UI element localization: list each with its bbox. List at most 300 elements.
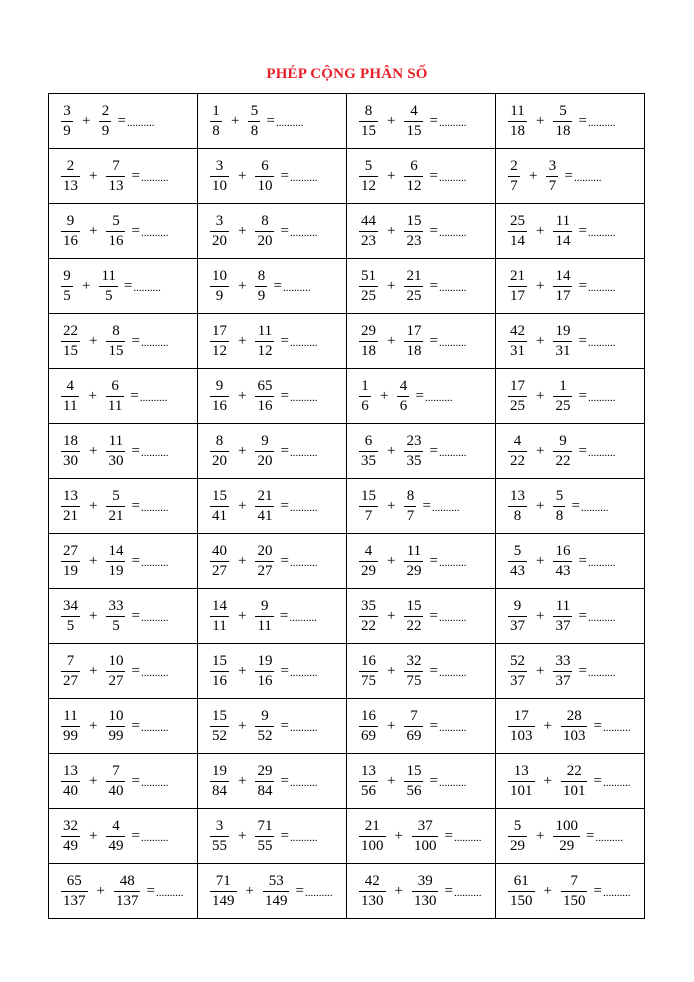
fraction-addition (347, 269, 495, 304)
answer-blank[interactable]: .......... (438, 117, 467, 129)
equals-sign: = (422, 497, 431, 514)
denominator: 9 (210, 286, 229, 304)
answer-blank[interactable]: .......... (140, 172, 169, 184)
second-fraction (553, 269, 572, 304)
second-fraction (255, 544, 274, 579)
first-fraction (61, 269, 73, 304)
answer-blank[interactable]: .......... (595, 832, 623, 844)
plus-sign: + (387, 772, 396, 789)
answer-blank[interactable]: .......... (573, 172, 602, 184)
fraction-addition (347, 709, 495, 744)
second-fraction (553, 489, 565, 524)
plus-sign: + (89, 442, 98, 459)
numerator: 9 (63, 267, 71, 284)
numerator: 71 (215, 872, 231, 889)
equals-sign: = (593, 772, 602, 789)
fraction-addition (496, 434, 644, 469)
first-fraction (61, 379, 79, 414)
equals-sign: = (578, 607, 587, 624)
first-fraction (61, 599, 80, 634)
fraction-addition (49, 324, 197, 359)
denominator: 27 (63, 672, 78, 689)
exercise-cell (347, 314, 496, 369)
answer-blank[interactable]: .......... (587, 337, 616, 349)
denominator: 5 (61, 286, 73, 304)
fraction-addition (496, 104, 644, 139)
denominator: 12 (406, 177, 422, 194)
numerator: 6 (111, 377, 119, 394)
first-fraction (508, 379, 527, 414)
second-fraction (404, 599, 423, 634)
second-fraction (404, 159, 423, 194)
answer-blank[interactable]: .......... (587, 392, 616, 404)
denominator: 15 (108, 342, 124, 359)
equals-sign: = (444, 827, 453, 844)
answer-blank[interactable]: .......... (587, 282, 616, 294)
answer-blank[interactable]: .......... (289, 172, 318, 184)
numerator: 15 (212, 652, 227, 669)
second-fraction (397, 379, 409, 414)
plus-sign: + (387, 497, 396, 514)
fraction-addition (198, 434, 346, 469)
first-fraction (359, 874, 386, 909)
answer-blank[interactable]: .......... (139, 392, 168, 404)
exercise-cell (347, 534, 496, 589)
plus-sign: + (89, 552, 98, 569)
fraction-addition (496, 819, 644, 854)
answer-blank[interactable]: .......... (289, 777, 318, 789)
numerator: 16 (361, 652, 376, 669)
second-fraction (255, 269, 267, 304)
fraction-addition (49, 599, 197, 634)
answer-blank[interactable]: .......... (438, 337, 467, 349)
first-fraction (210, 269, 229, 304)
denominator: 27 (257, 562, 273, 579)
numerator: 7 (112, 762, 120, 779)
denominator: 49 (108, 837, 124, 854)
numerator: 5 (364, 157, 373, 174)
plus-sign: + (529, 167, 538, 184)
denominator: 11 (107, 397, 123, 414)
denominator: 16 (63, 232, 78, 249)
numerator: 4 (513, 432, 522, 449)
first-fraction (61, 874, 88, 909)
numerator: 14 (555, 267, 571, 284)
first-fraction (210, 874, 237, 909)
numerator: 9 (260, 597, 269, 614)
denominator: 29 (510, 837, 525, 854)
exercise-cell (496, 424, 645, 479)
exercise-cell (347, 424, 496, 479)
denominator: 16 (257, 397, 273, 414)
denominator: 18 (555, 122, 571, 139)
fraction-addition (49, 159, 197, 194)
numerator: 20 (257, 542, 273, 559)
equals-sign: = (429, 552, 438, 569)
first-fraction (508, 544, 527, 579)
numerator: 14 (108, 542, 124, 559)
fraction-addition (49, 544, 197, 579)
answer-blank[interactable]: .......... (438, 722, 467, 734)
plus-sign: + (89, 772, 98, 789)
equals-sign: = (130, 387, 139, 404)
exercise-row (49, 644, 645, 699)
answer-blank[interactable]: .......... (587, 447, 616, 459)
answer-blank[interactable]: .......... (289, 392, 318, 404)
plus-sign: + (82, 112, 91, 129)
exercise-cell (496, 369, 645, 424)
fraction-addition (496, 599, 644, 634)
answer-blank[interactable]: .......... (453, 832, 482, 844)
numerator: 21 (510, 267, 525, 284)
numerator: 8 (215, 432, 224, 449)
second-fraction (553, 434, 572, 469)
equals-sign: = (429, 167, 438, 184)
fraction-addition (198, 269, 346, 304)
first-fraction (210, 489, 229, 524)
answer-blank[interactable]: .......... (275, 117, 304, 129)
answer-blank[interactable]: .......... (140, 667, 169, 679)
plus-sign: + (89, 222, 98, 239)
second-fraction (553, 214, 572, 249)
answer-blank[interactable]: .......... (289, 612, 317, 624)
denominator: 17 (510, 287, 525, 304)
first-fraction (210, 379, 229, 414)
page-title: PHÉP CỘNG PHÂN SỐ (266, 66, 428, 82)
answer-blank[interactable]: .......... (438, 612, 467, 624)
denominator: 18 (361, 342, 376, 359)
second-fraction (106, 764, 125, 799)
answer-blank[interactable]: .......... (289, 337, 318, 349)
numerator: 25 (510, 212, 525, 229)
numerator: 8 (257, 267, 266, 284)
plus-sign: + (245, 882, 254, 899)
equals-sign: = (273, 277, 282, 294)
denominator: 10 (257, 177, 273, 194)
numerator: 35 (361, 597, 376, 614)
answer-blank[interactable]: .......... (424, 392, 453, 404)
denominator: 16 (212, 397, 227, 414)
answer-blank[interactable]: .......... (587, 557, 616, 569)
fraction-addition (198, 214, 346, 249)
exercise-cell (347, 259, 496, 314)
denominator: 84 (212, 782, 227, 799)
denominator: 13 (108, 177, 124, 194)
exercise-cell (198, 369, 347, 424)
second-fraction (255, 324, 274, 359)
numerator: 23 (406, 432, 422, 449)
plus-sign: + (238, 387, 247, 404)
answer-blank[interactable]: .......... (438, 282, 467, 294)
answer-blank[interactable]: .......... (587, 117, 616, 129)
numerator: 4 (410, 102, 418, 119)
plus-sign: + (536, 277, 545, 294)
answer-blank[interactable]: .......... (438, 227, 467, 239)
denominator: 7 (359, 506, 378, 524)
answer-blank[interactable]: .......... (133, 282, 161, 294)
plus-sign: + (543, 717, 552, 734)
exercise-cell (347, 149, 496, 204)
fraction-addition (347, 489, 495, 524)
equals-sign: = (266, 112, 275, 129)
numerator: 11 (406, 542, 422, 559)
second-fraction (553, 599, 572, 634)
answer-blank[interactable]: .......... (289, 832, 318, 844)
numerator: 29 (257, 762, 273, 779)
exercise-cell (347, 589, 496, 644)
denominator: 25 (406, 287, 422, 304)
numerator: 3 (215, 157, 224, 174)
numerator: 17 (212, 322, 227, 339)
first-fraction (359, 379, 371, 414)
answer-blank[interactable]: .......... (289, 227, 318, 239)
equals-sign: = (578, 112, 587, 129)
answer-blank[interactable]: .......... (140, 612, 169, 624)
numerator: 11 (63, 707, 78, 724)
fraction-addition (198, 599, 346, 634)
exercise-cell (198, 864, 347, 919)
answer-blank[interactable]: .......... (289, 502, 318, 514)
denominator: 12 (361, 177, 376, 194)
numerator: 6 (261, 157, 269, 174)
answer-blank[interactable]: .......... (140, 557, 169, 569)
answer-blank[interactable]: .......... (453, 887, 482, 899)
numerator: 4 (112, 817, 120, 834)
exercise-cell (49, 534, 198, 589)
numerator: 5 (112, 487, 120, 504)
exercise-row (49, 754, 645, 809)
answer-blank[interactable]: .......... (438, 557, 467, 569)
denominator: 12 (257, 342, 273, 359)
answer-blank[interactable]: .......... (289, 722, 318, 734)
answer-blank[interactable]: .......... (126, 117, 155, 129)
denominator: 69 (361, 727, 376, 744)
answer-blank[interactable]: .......... (304, 887, 333, 899)
numerator: 5 (513, 817, 522, 834)
denominator: 15 (406, 122, 422, 139)
answer-blank[interactable]: .......... (140, 337, 169, 349)
denominator: 30 (108, 452, 124, 469)
equals-sign: = (429, 112, 438, 129)
denominator: 9 (99, 121, 111, 139)
exercise-row (49, 864, 645, 919)
exercise-row (49, 369, 645, 424)
plus-sign: + (536, 662, 545, 679)
answer-blank[interactable]: .......... (431, 502, 460, 514)
second-fraction (553, 324, 572, 359)
denominator: 7 (404, 506, 416, 524)
numerator: 3 (215, 212, 224, 229)
equals-sign: = (280, 332, 289, 349)
first-fraction (359, 324, 378, 359)
fraction-addition (49, 214, 197, 249)
denominator: 6 (359, 396, 371, 414)
denominator: 14 (510, 232, 525, 249)
fraction-addition (347, 599, 495, 634)
answer-blank[interactable]: .......... (438, 777, 467, 789)
denominator: 22 (510, 452, 525, 469)
plus-sign: + (238, 442, 247, 459)
second-fraction (106, 544, 125, 579)
answer-blank[interactable]: .......... (438, 172, 467, 184)
exercise-row (49, 534, 645, 589)
denominator: 75 (406, 672, 422, 689)
exercise-row (49, 479, 645, 534)
second-fraction (412, 819, 439, 854)
exercise-cell (496, 809, 645, 864)
answer-blank[interactable]: .......... (282, 282, 311, 294)
equals-sign: = (578, 552, 587, 569)
plus-sign: + (536, 387, 545, 404)
denominator: 27 (212, 562, 227, 579)
answer-blank[interactable]: .......... (289, 667, 318, 679)
answer-blank[interactable]: .......... (140, 832, 169, 844)
answer-blank[interactable]: .......... (140, 502, 169, 514)
second-fraction (106, 709, 125, 744)
exercise-cell (496, 94, 645, 149)
fraction-addition (496, 214, 644, 249)
fraction-addition (347, 764, 495, 799)
denominator: 18 (406, 342, 422, 359)
equals-sign: = (578, 387, 587, 404)
answer-blank[interactable]: .......... (438, 447, 467, 459)
denominator: 130 (413, 892, 437, 909)
numerator: 7 (410, 707, 418, 724)
exercise-cell (347, 699, 496, 754)
numerator: 4 (66, 377, 74, 394)
equals-sign: = (578, 662, 587, 679)
numerator: 33 (555, 652, 571, 669)
denominator: 13 (63, 177, 78, 194)
first-fraction (61, 159, 80, 194)
first-fraction (61, 214, 80, 249)
second-fraction (404, 764, 423, 799)
denominator: 56 (406, 782, 422, 799)
numerator: 9 (215, 377, 224, 394)
denominator: 99 (63, 727, 78, 744)
answer-blank[interactable]: .......... (155, 887, 184, 899)
exercise-cell (49, 699, 198, 754)
numerator: 3 (63, 102, 71, 119)
plus-sign: + (238, 277, 247, 294)
first-fraction (359, 159, 378, 194)
fraction-addition (347, 159, 495, 194)
plus-sign: + (536, 332, 545, 349)
exercise-cell (49, 259, 198, 314)
plus-sign: + (82, 277, 91, 294)
exercise-cell (49, 424, 198, 479)
exercise-grid (48, 93, 645, 919)
numerator: 29 (361, 322, 376, 339)
numerator: 28 (566, 707, 582, 724)
exercise-cell (198, 589, 347, 644)
denominator: 23 (361, 232, 376, 249)
denominator: 8 (248, 121, 260, 139)
denominator: 22 (406, 617, 422, 634)
answer-blank[interactable]: .......... (602, 887, 631, 899)
first-fraction (210, 599, 229, 634)
numerator: 22 (63, 322, 78, 339)
exercise-cell (347, 864, 496, 919)
plus-sign: + (536, 607, 545, 624)
answer-blank[interactable]: .......... (289, 557, 318, 569)
equals-sign: = (280, 662, 289, 679)
numerator: 3 (215, 817, 224, 834)
first-fraction (210, 434, 229, 469)
exercise-cell (496, 479, 645, 534)
answer-blank[interactable]: .......... (140, 227, 169, 239)
denominator: 41 (212, 507, 227, 524)
exercise-cell (496, 259, 645, 314)
plus-sign: + (231, 112, 240, 129)
exercise-cell (198, 534, 347, 589)
answer-blank[interactable]: .......... (140, 777, 169, 789)
exercise-row (49, 424, 645, 479)
denominator: 19 (63, 562, 78, 579)
numerator: 32 (406, 652, 422, 669)
answer-blank[interactable]: .......... (587, 227, 616, 239)
numerator: 61 (513, 872, 529, 889)
answer-blank[interactable]: .......... (602, 722, 631, 734)
first-fraction (359, 434, 378, 469)
equals-sign: = (131, 772, 140, 789)
answer-blank[interactable]: .......... (438, 667, 467, 679)
exercise-cell (496, 534, 645, 589)
first-fraction (508, 214, 527, 249)
plus-sign: + (89, 167, 98, 184)
answer-blank[interactable]: .......... (587, 667, 616, 679)
equals-sign: = (295, 882, 304, 899)
plus-sign: + (394, 827, 403, 844)
answer-blank[interactable]: .......... (140, 447, 169, 459)
second-fraction (404, 104, 423, 139)
second-fraction (255, 819, 274, 854)
numerator: 4 (364, 542, 373, 559)
first-fraction (210, 764, 229, 799)
answer-blank[interactable]: .......... (289, 447, 318, 459)
second-fraction (255, 764, 274, 799)
denominator: 20 (257, 232, 273, 249)
answer-blank[interactable]: .......... (580, 502, 609, 514)
numerator: 15 (406, 597, 422, 614)
equals-sign: = (280, 717, 289, 734)
numerator: 5 (112, 212, 120, 229)
answer-blank[interactable]: .......... (587, 612, 616, 624)
second-fraction (561, 874, 588, 909)
numerator: 11 (257, 322, 273, 339)
numerator: 53 (268, 872, 284, 889)
equals-sign: = (131, 442, 140, 459)
equals-sign: = (131, 827, 140, 844)
answer-blank[interactable]: .......... (140, 722, 169, 734)
equals-sign: = (131, 607, 140, 624)
exercise-cell (49, 314, 198, 369)
fraction-addition (198, 104, 346, 139)
numerator: 13 (510, 487, 525, 504)
exercise-cell (496, 204, 645, 259)
first-fraction (61, 819, 80, 854)
answer-blank[interactable]: .......... (602, 777, 631, 789)
equals-sign: = (123, 277, 133, 294)
exercise-row (49, 149, 645, 204)
second-fraction (404, 269, 423, 304)
exercise-cell (49, 589, 198, 644)
second-fraction (255, 599, 273, 634)
equals-sign: = (131, 552, 140, 569)
equals-sign: = (593, 717, 602, 734)
numerator: 22 (566, 762, 582, 779)
fraction-addition (347, 874, 495, 909)
